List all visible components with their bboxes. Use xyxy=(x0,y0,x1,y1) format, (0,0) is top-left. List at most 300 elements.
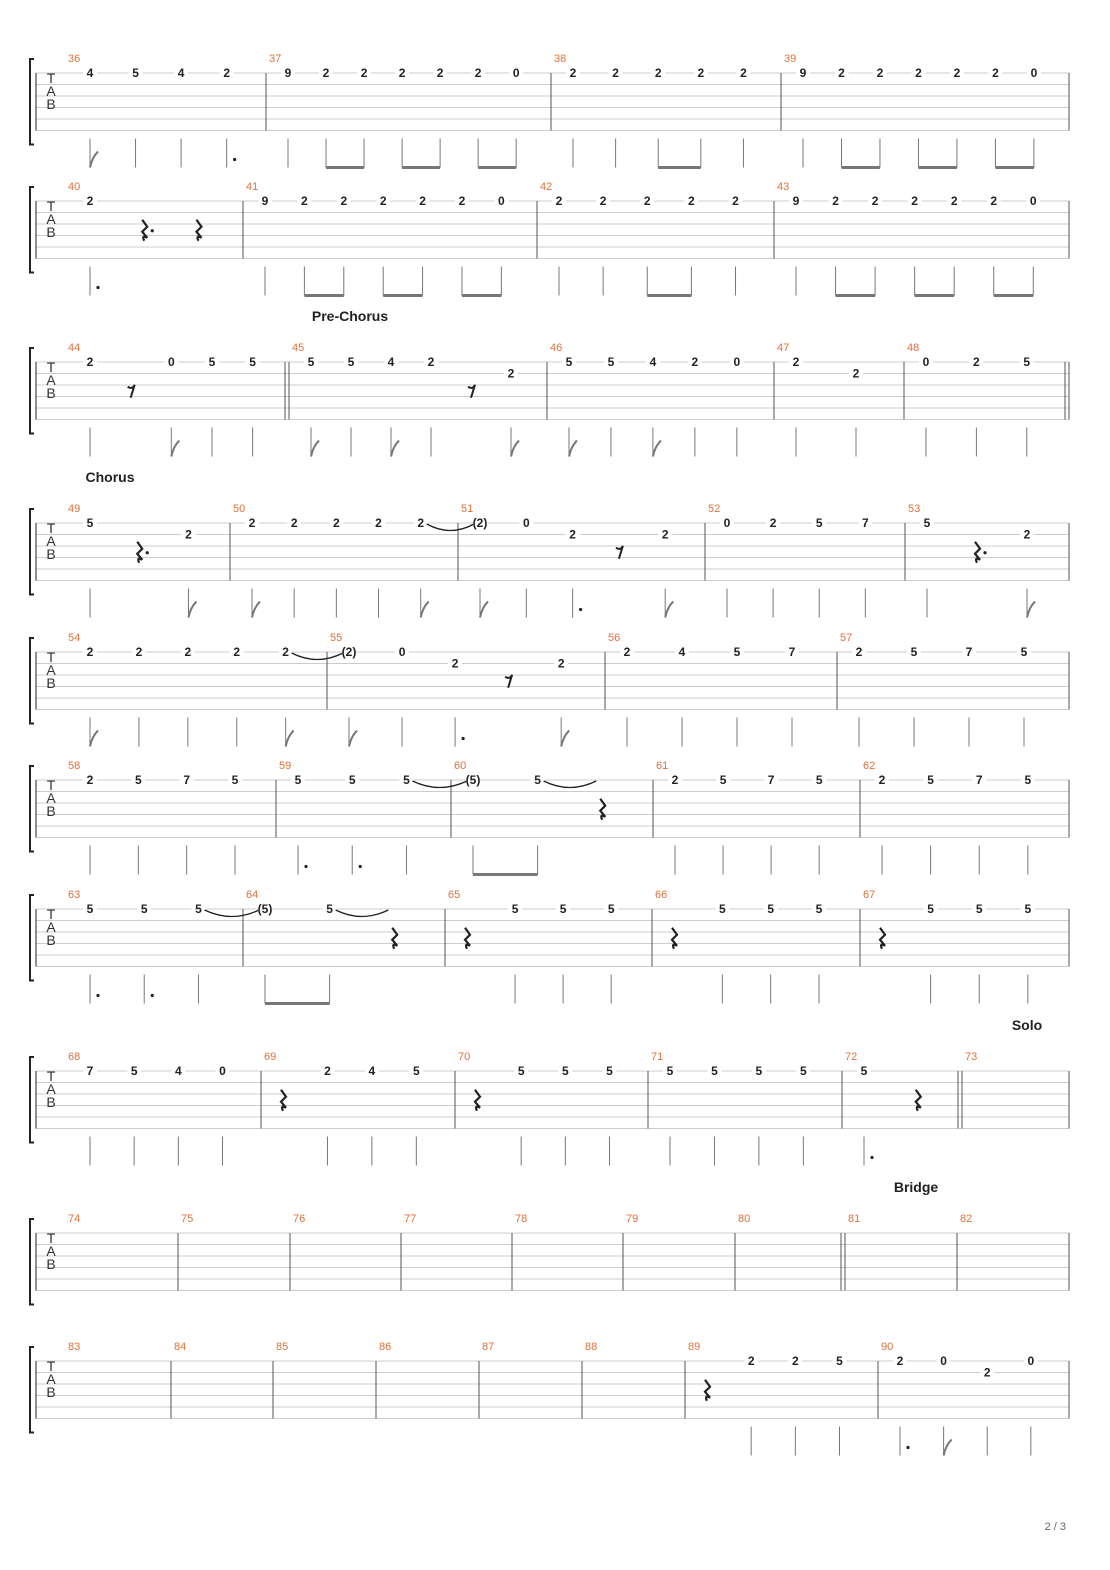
fret-number: (5) xyxy=(465,773,481,787)
fret-number: 2 xyxy=(507,366,515,381)
measure-number: 43 xyxy=(777,181,790,193)
fret-number: 2 xyxy=(915,66,922,80)
tab-clef-letter: A xyxy=(46,533,56,549)
measure xyxy=(292,342,519,457)
tab-system xyxy=(30,181,1069,296)
measure-number: 86 xyxy=(379,1341,392,1353)
eighth-rest xyxy=(128,385,135,398)
measure xyxy=(777,181,1040,296)
system-bracket xyxy=(30,638,34,724)
quarter-rest xyxy=(392,928,397,949)
fret-number: 5 xyxy=(195,902,202,916)
rest-dot xyxy=(146,551,149,554)
duration-dot xyxy=(96,994,99,997)
eighth-rest xyxy=(468,385,475,398)
tab-clef-letter: T xyxy=(46,906,56,922)
measure-number: 45 xyxy=(292,342,305,354)
fret-number: 5 xyxy=(307,355,315,369)
tab-clef-letter: T xyxy=(46,520,56,536)
measure xyxy=(651,1051,810,1166)
measure-number: 39 xyxy=(784,53,797,65)
system-bracket xyxy=(30,1219,34,1305)
fret-number: 0 xyxy=(733,355,741,369)
fret-number: 2 xyxy=(871,194,879,208)
fret-number: 2 xyxy=(398,66,406,80)
fret-number: 5 xyxy=(249,355,256,369)
tab-clef-letter: A xyxy=(46,1081,56,1097)
measure xyxy=(174,1341,186,1353)
fret-number: 0 xyxy=(398,645,406,659)
eighth-rest xyxy=(505,675,512,688)
fret-number: 5 xyxy=(767,902,775,916)
measure-number: 37 xyxy=(269,53,282,65)
section-label: Chorus xyxy=(85,469,135,485)
fret-number: 0 xyxy=(522,516,530,530)
note-flag xyxy=(188,602,196,618)
measure xyxy=(784,53,1041,168)
measure-number: 55 xyxy=(330,632,343,644)
fret-number: 0 xyxy=(1027,1354,1035,1368)
measure-number: 47 xyxy=(777,342,790,354)
fret-number: 5 xyxy=(860,1064,868,1078)
fret-number: 0 xyxy=(922,355,930,369)
fret-number: 9 xyxy=(261,194,269,208)
measure xyxy=(515,1213,527,1225)
fret-number: 5 xyxy=(86,516,94,530)
measure-number: 60 xyxy=(454,760,467,772)
tab-clef-letter: T xyxy=(46,1230,56,1246)
fret-number: 2 xyxy=(599,194,607,208)
system-bracket xyxy=(30,187,34,273)
note-flag xyxy=(252,602,260,618)
fret-number: 5 xyxy=(755,1064,763,1078)
measure-number: 68 xyxy=(68,1051,81,1063)
fret-number: 2 xyxy=(282,645,289,659)
duration-dot xyxy=(304,865,307,868)
fret-number: 2 xyxy=(747,1354,755,1368)
measure-number: 74 xyxy=(68,1213,81,1225)
fret-number: 4 xyxy=(678,645,686,659)
fret-number: 2 xyxy=(791,1354,799,1368)
measure-number: 87 xyxy=(482,1341,495,1353)
fret-number: 0 xyxy=(940,1354,947,1368)
measure xyxy=(454,760,605,875)
fret-number: 5 xyxy=(666,1064,674,1078)
fret-number: 2 xyxy=(973,355,980,369)
fret-number: 7 xyxy=(183,773,191,787)
tab-clef-letter: B xyxy=(46,803,56,819)
fret-number: (2) xyxy=(341,645,357,659)
fret-number: 2 xyxy=(86,645,94,659)
fret-number: 5 xyxy=(607,902,615,916)
tab-clef-letter: B xyxy=(46,1384,56,1400)
tie-arc xyxy=(427,524,474,531)
measure-number: 36 xyxy=(68,53,81,65)
fret-number: 5 xyxy=(718,902,726,916)
quarter-rest xyxy=(465,928,470,949)
fret-number: 5 xyxy=(130,1064,138,1078)
fret-number: 5 xyxy=(815,773,823,787)
measure-number: 40 xyxy=(68,181,81,193)
measure-number: 51 xyxy=(461,503,474,515)
fret-number: 7 xyxy=(965,645,973,659)
measure-number: 58 xyxy=(68,760,81,772)
measure-number: 41 xyxy=(246,181,259,193)
fret-number: 2 xyxy=(451,656,459,671)
measure xyxy=(550,342,744,457)
measure xyxy=(708,503,872,618)
measure xyxy=(461,503,673,618)
fret-number: 5 xyxy=(923,516,931,530)
fret-number: 4 xyxy=(368,1064,376,1078)
fret-number: (2) xyxy=(472,516,488,530)
fret-number: 2 xyxy=(340,194,348,208)
fret-number: 0 xyxy=(219,1064,226,1078)
fret-number: 7 xyxy=(788,645,796,659)
measure-number: 63 xyxy=(68,889,81,901)
note-flag xyxy=(311,441,319,457)
note-flag xyxy=(421,602,429,618)
fret-number: 2 xyxy=(135,645,143,659)
fret-number: 5 xyxy=(711,1064,718,1078)
measure-number: 77 xyxy=(404,1213,417,1225)
fret-number: 4 xyxy=(86,66,94,80)
fret-number: 2 xyxy=(732,194,739,208)
fret-number: 2 xyxy=(953,66,961,80)
fret-number: 5 xyxy=(348,773,356,787)
fret-number: 5 xyxy=(565,355,573,369)
measure-number: 44 xyxy=(68,342,81,354)
fret-number: 2 xyxy=(671,773,679,787)
fret-number: 5 xyxy=(511,902,519,916)
measure xyxy=(608,632,799,747)
quarter-rest xyxy=(281,1090,286,1111)
tab-clef-letter: T xyxy=(46,1068,56,1084)
fret-number: 9 xyxy=(284,66,292,80)
quarter-rest xyxy=(975,542,980,563)
note-flag xyxy=(90,731,98,747)
measure xyxy=(848,1213,860,1225)
fret-number: 2 xyxy=(86,194,94,208)
measure xyxy=(965,1051,977,1063)
fret-number: 2 xyxy=(950,194,958,208)
fret-number: 2 xyxy=(832,194,839,208)
fret-number: 5 xyxy=(403,773,410,787)
note-flag xyxy=(480,602,488,618)
measure-number: 71 xyxy=(651,1051,664,1063)
fret-number: 5 xyxy=(719,773,727,787)
tab-clef-letter: B xyxy=(46,96,56,112)
system-bracket xyxy=(30,348,34,434)
fret-number: 4 xyxy=(174,1064,182,1078)
system-bracket xyxy=(30,59,34,145)
fret-number: 2 xyxy=(792,355,800,369)
system-bracket xyxy=(30,895,34,981)
tab-system xyxy=(30,308,1069,457)
measure-number: 48 xyxy=(907,342,920,354)
measure xyxy=(279,760,467,875)
fret-number: 2 xyxy=(876,66,884,80)
tab-system xyxy=(30,53,1069,168)
fret-number: 2 xyxy=(86,355,94,369)
measure-number: 59 xyxy=(279,760,292,772)
tab-system xyxy=(30,760,1069,875)
fret-number: 2 xyxy=(661,527,669,542)
quarter-rest xyxy=(137,542,142,563)
note-flag xyxy=(286,731,294,747)
fret-number: 2 xyxy=(992,66,999,80)
fret-number: 4 xyxy=(649,355,657,369)
measure xyxy=(482,1341,494,1353)
fret-number: 2 xyxy=(878,773,886,787)
measure-number: 38 xyxy=(554,53,567,65)
measure-number: 65 xyxy=(448,889,461,901)
measure-number: 70 xyxy=(458,1051,471,1063)
measure-number: 84 xyxy=(174,1341,187,1353)
measure-number: 76 xyxy=(293,1213,306,1225)
note-flag xyxy=(561,731,569,747)
fret-number: 5 xyxy=(534,773,541,787)
fret-number: 2 xyxy=(654,66,662,80)
fret-number: 2 xyxy=(688,194,695,208)
fret-number: 5 xyxy=(412,1064,420,1078)
tab-system xyxy=(30,1341,1069,1456)
rest-dot xyxy=(151,229,154,232)
tab-clef-letter: A xyxy=(46,919,56,935)
fret-number: 5 xyxy=(208,355,216,369)
fret-number: 2 xyxy=(419,194,426,208)
fret-number: 2 xyxy=(458,194,466,208)
fret-number: 5 xyxy=(231,773,239,787)
fret-number: 2 xyxy=(555,194,563,208)
fret-number: 4 xyxy=(177,66,185,80)
measure xyxy=(68,342,260,457)
measure xyxy=(688,1341,847,1456)
fret-number: 2 xyxy=(740,66,747,80)
tab-clef-letter: T xyxy=(46,1358,56,1374)
measure xyxy=(907,342,1034,457)
note-flag xyxy=(90,152,98,168)
fret-number: 7 xyxy=(975,773,983,787)
fret-number: (5) xyxy=(257,902,273,916)
fret-number: 2 xyxy=(290,516,298,530)
system-bracket xyxy=(30,766,34,852)
fret-number: 7 xyxy=(861,516,869,530)
fret-number: 0 xyxy=(498,194,505,208)
measure xyxy=(68,181,201,296)
fret-number: 5 xyxy=(517,1064,525,1078)
measure xyxy=(738,1213,750,1225)
system-bracket xyxy=(30,1347,34,1433)
note-flag xyxy=(944,1440,952,1456)
fret-number: 5 xyxy=(927,902,934,916)
measure-number: 66 xyxy=(655,889,668,901)
fret-number: 2 xyxy=(417,516,425,530)
quarter-rest xyxy=(705,1380,710,1401)
duration-dot xyxy=(906,1446,909,1449)
fret-number: 5 xyxy=(140,902,148,916)
measure-number: 69 xyxy=(264,1051,277,1063)
fret-number: 5 xyxy=(975,902,983,916)
measure xyxy=(845,1051,921,1166)
fret-number: 5 xyxy=(132,66,139,80)
tab-clef-letter: B xyxy=(46,1256,56,1272)
fret-number: 2 xyxy=(569,66,577,80)
tab-clef-letter: A xyxy=(46,1243,56,1259)
fret-number: 2 xyxy=(691,355,699,369)
tie-arc xyxy=(204,910,259,917)
duration-dot xyxy=(151,994,154,997)
measure xyxy=(840,632,1031,747)
fret-number: 4 xyxy=(387,355,395,369)
fret-number: 2 xyxy=(436,66,444,80)
duration-dot xyxy=(461,737,464,740)
quarter-rest xyxy=(142,220,147,241)
fret-number: 2 xyxy=(557,656,565,671)
fret-number: 2 xyxy=(223,66,231,80)
fret-number: 2 xyxy=(911,194,918,208)
fret-number: 2 xyxy=(184,645,192,659)
measure xyxy=(458,1051,617,1166)
fret-number: 2 xyxy=(612,66,619,80)
fret-number: 5 xyxy=(134,773,142,787)
measure xyxy=(540,181,743,296)
duration-dot xyxy=(870,1156,873,1159)
fret-number: 2 xyxy=(697,66,705,80)
note-flag xyxy=(1027,602,1035,618)
fret-number: 5 xyxy=(1020,645,1028,659)
measure xyxy=(181,1213,193,1225)
measure xyxy=(68,53,236,168)
tab-clef-letter: T xyxy=(46,649,56,665)
tab-clef-letter: T xyxy=(46,198,56,214)
fret-number: 2 xyxy=(185,527,192,542)
fret-number: 2 xyxy=(855,645,863,659)
fret-number: 2 xyxy=(333,516,340,530)
fret-number: 0 xyxy=(167,355,175,369)
measure xyxy=(246,181,508,296)
fret-number: 2 xyxy=(623,645,631,659)
measure-number: 64 xyxy=(246,889,259,901)
note-flag xyxy=(171,441,179,457)
measure-number: 52 xyxy=(708,503,721,515)
quarter-rest xyxy=(475,1090,480,1111)
tab-system xyxy=(30,1017,1069,1166)
measure-number: 61 xyxy=(656,760,669,772)
section-label: Solo xyxy=(1011,1017,1043,1033)
tab-clef-letter: A xyxy=(46,83,56,99)
fret-number: 0 xyxy=(512,66,520,80)
fret-number: 5 xyxy=(799,1064,807,1078)
duration-dot xyxy=(96,286,99,289)
tab-clef-letter: B xyxy=(46,932,56,948)
measure-number: 82 xyxy=(960,1213,973,1225)
fret-number: 2 xyxy=(990,194,998,208)
tab-clef-letter: B xyxy=(46,1094,56,1110)
quarter-rest xyxy=(880,928,885,949)
fret-number: 5 xyxy=(733,645,741,659)
measure xyxy=(264,1051,423,1166)
tab-clef-letter: A xyxy=(46,372,56,388)
page-number: 2 / 3 xyxy=(1044,1521,1066,1533)
fret-number: 2 xyxy=(427,355,435,369)
measure-number: 90 xyxy=(881,1341,894,1353)
fret-number: 2 xyxy=(233,645,241,659)
measure xyxy=(960,1213,972,1225)
fret-number: 2 xyxy=(248,516,256,530)
measure xyxy=(293,1213,305,1225)
tab-clef-letter: B xyxy=(46,385,56,401)
fret-number: 5 xyxy=(836,1354,843,1368)
measure-number: 78 xyxy=(515,1213,528,1225)
measure-number: 72 xyxy=(845,1051,858,1063)
measure xyxy=(863,760,1035,875)
fret-number: 5 xyxy=(607,355,615,369)
measure-number: 42 xyxy=(540,181,553,193)
tab-clef-letter: T xyxy=(46,70,56,86)
tab-system xyxy=(30,632,1069,747)
measure xyxy=(777,342,863,457)
note-flag xyxy=(511,441,519,457)
tab-clef-letter: A xyxy=(46,211,56,227)
measure xyxy=(863,889,1035,1004)
fret-number: 2 xyxy=(301,194,308,208)
fret-number: 2 xyxy=(86,773,94,787)
measure-number: 46 xyxy=(550,342,563,354)
measure-number: 57 xyxy=(840,632,853,644)
tab-clef-letter: B xyxy=(46,546,56,562)
measure xyxy=(626,1213,638,1225)
measure xyxy=(68,1051,230,1166)
measure xyxy=(655,889,826,1004)
fret-number: 2 xyxy=(838,66,845,80)
eighth-rest xyxy=(616,546,623,559)
measure-number: 50 xyxy=(233,503,246,515)
fret-number: 7 xyxy=(86,1064,94,1078)
fret-number: 9 xyxy=(799,66,807,80)
fret-number: 5 xyxy=(347,355,355,369)
section-label: Bridge xyxy=(893,1179,939,1195)
duration-dot xyxy=(579,608,582,611)
duration-dot xyxy=(233,158,236,161)
rest-dot xyxy=(983,551,986,554)
fret-number: 2 xyxy=(852,366,860,381)
fret-number: 7 xyxy=(767,773,775,787)
system-bracket xyxy=(30,1057,34,1143)
quarter-rest xyxy=(600,799,605,820)
measure xyxy=(246,889,397,1004)
measure-number: 75 xyxy=(181,1213,194,1225)
tie-arc xyxy=(292,653,343,660)
fret-number: 2 xyxy=(375,516,382,530)
tab-clef-letter: B xyxy=(46,224,56,240)
measure xyxy=(269,53,523,168)
measure-number: 67 xyxy=(863,889,876,901)
fret-number: 2 xyxy=(324,1064,331,1078)
measure-number: 80 xyxy=(738,1213,751,1225)
duration-dot xyxy=(359,865,362,868)
measure-number: 73 xyxy=(965,1051,978,1063)
tab-clef-letter: T xyxy=(46,359,56,375)
fret-number: 2 xyxy=(474,66,482,80)
fret-number: 2 xyxy=(379,194,387,208)
tie-arc xyxy=(544,781,597,788)
fret-number: 5 xyxy=(559,902,567,916)
tab-clef-letter: B xyxy=(46,675,56,691)
fret-number: 0 xyxy=(723,516,731,530)
measure-number: 62 xyxy=(863,760,876,772)
measure xyxy=(68,1213,80,1225)
